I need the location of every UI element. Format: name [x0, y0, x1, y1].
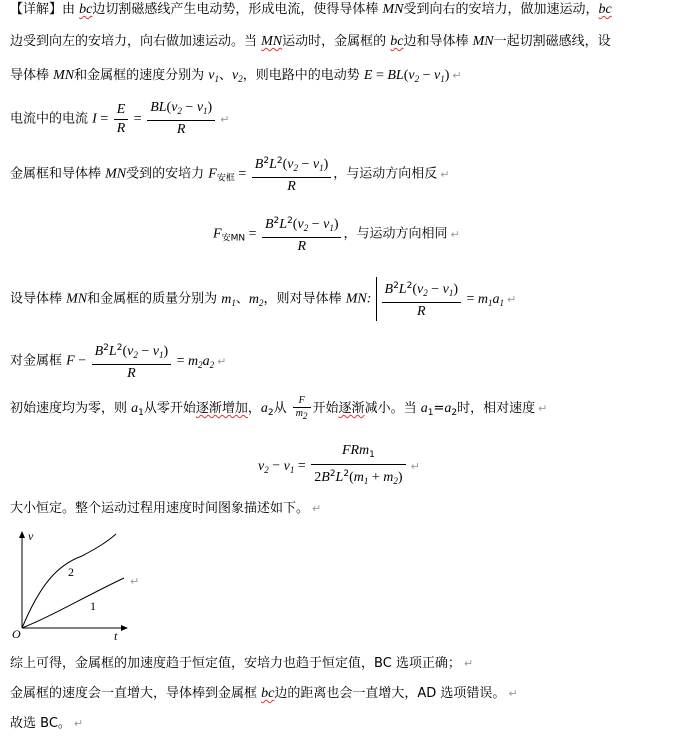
- formula-force: F: [208, 166, 217, 182]
- fraction-force: $\frac{B^2L^2(v_2 - v_1)}{R}$: [382, 277, 462, 321]
- formula-force: F: [213, 226, 222, 242]
- bc-term: bc: [598, 2, 612, 17]
- var: $m_1$: [221, 291, 236, 308]
- op: =: [173, 353, 189, 369]
- formula-emf: E: [363, 68, 373, 83]
- bc-term: bc: [390, 34, 404, 49]
- paren: (: [403, 68, 409, 83]
- relative-velocity-formula: $v_2 - v_1$ = $\frac{FRm_1}{2B^2L^2(m_1 + m_2)}$ ↵: [258, 442, 420, 490]
- text: ，与运动方向相同: [343, 226, 448, 242]
- bc-term: bc: [261, 686, 275, 701]
- mn-term: MN: [105, 166, 127, 182]
- subscript: 安MN: [221, 233, 246, 244]
- text: ，与运动方向相反: [333, 166, 438, 182]
- x-axis-label: t: [114, 629, 118, 643]
- text: 金属框和导体棒: [10, 166, 106, 182]
- var: $v_2$: [408, 68, 420, 84]
- para-line-6: [213, 212, 460, 256]
- rod-equation: $\frac{B^2L^2(v_2 - v_1)}{R}$ = $m_1a_1$: [376, 277, 505, 321]
- para-line-4: [10, 99, 229, 139]
- mn-term: MN:: [345, 291, 372, 307]
- text: 和金属框的质量分别为: [87, 291, 222, 307]
- y-axis-label: v: [28, 530, 34, 543]
- text: 减小。当: [364, 401, 421, 416]
- para-line-12: [10, 684, 518, 704]
- text: 对金属框: [10, 353, 67, 369]
- var: a: [131, 401, 139, 416]
- text: 受到向右的安培力，做加速运动，: [403, 2, 599, 17]
- detail-bracket: 【详解】: [10, 2, 63, 17]
- text: 导体棒: [10, 68, 54, 83]
- var: F: [66, 353, 75, 369]
- text: 运动时，金属框的: [282, 34, 391, 49]
- paragraph-mark: ↵: [538, 402, 548, 415]
- formula-velocities: $v_1$: [208, 68, 219, 84]
- paren: ): [444, 68, 450, 83]
- paragraph-mark: ↵: [312, 502, 322, 515]
- fraction-force: $\frac{B^2L^2(v_2 - v_1)}{R}$: [262, 212, 342, 256]
- paragraph-mark: ↵: [450, 227, 460, 241]
- separator: 、: [219, 68, 233, 83]
- text: 边和导体棒: [403, 34, 473, 49]
- op: =: [130, 111, 146, 127]
- op: =: [245, 226, 260, 242]
- para-line-11: [10, 654, 473, 674]
- formula-v2: $v_2$: [232, 68, 243, 84]
- curve-1-label: 1: [90, 599, 96, 613]
- text: 逐渐: [338, 401, 365, 416]
- fraction-force: $\frac{B^2L^2(v_2 - v_1)}{R}$: [92, 339, 172, 383]
- paragraph-mark: ↵: [220, 112, 230, 126]
- text: 开始: [312, 401, 339, 416]
- paragraph-mark: ↵: [440, 167, 450, 181]
- text: ，则对导体棒: [263, 291, 346, 307]
- para-line-2: [10, 32, 611, 52]
- mn-term: MN: [382, 2, 404, 17]
- paragraph-mark: ↵: [452, 69, 462, 82]
- text: 边的距离也会一直增大，AD 选项错误。: [274, 686, 506, 701]
- fraction-e-over-r: $\frac{E}{R}$: [114, 101, 129, 138]
- var: $m_2$: [248, 291, 264, 308]
- para-line-7: [10, 277, 516, 321]
- para-line-10: [10, 499, 321, 519]
- para-line-9: 初始速度均为零，则 $a_1$从零开始逐渐增加，$a_2$从 $\frac{F}{m2}$ 开始逐渐减小。当 $a_1=a_2$时，相对速度 ↵: [10, 395, 548, 421]
- velocity-time-graph: [12, 530, 172, 645]
- text: 初始速度均为零，则: [10, 401, 132, 416]
- op: =: [372, 68, 388, 83]
- var: a: [260, 401, 268, 416]
- para-line-3: [10, 66, 462, 89]
- curve-1: [22, 578, 124, 628]
- paragraph-mark: ↵: [410, 459, 420, 473]
- text: 由: [62, 2, 80, 17]
- para-line-1: [10, 0, 612, 20]
- curve-2-label: 2: [68, 565, 74, 579]
- text: 和金属框的速度分别为: [74, 68, 209, 83]
- para-line-8: [10, 339, 226, 383]
- mn-term: MN: [472, 34, 494, 49]
- var: $m_2a_2$: [188, 353, 215, 370]
- curve-2: [22, 534, 116, 628]
- var: $v_1$: [433, 68, 445, 84]
- text: 一起切割磁感线，设: [493, 34, 611, 49]
- text: 设导体棒: [10, 291, 67, 307]
- paragraph-mark: ↵: [463, 657, 474, 670]
- text: 逐渐增加: [195, 401, 248, 416]
- text: 边受到向左的安培力，向右做加速运动。当: [10, 34, 262, 49]
- op: =: [234, 166, 250, 182]
- subscript: 安框: [216, 173, 235, 184]
- text: 电流中的电流: [10, 111, 93, 127]
- var: a: [420, 401, 428, 416]
- formula-current: I: [92, 111, 97, 127]
- mn-term: MN: [261, 34, 283, 49]
- paragraph-mark: ↵: [507, 292, 517, 306]
- y-axis-arrow: [19, 531, 25, 538]
- paragraph-mark: ↵: [217, 354, 227, 368]
- text: 大小恒定。整个运动过程用速度时间图象描述如下。: [10, 501, 310, 516]
- mn-term: MN: [53, 68, 75, 83]
- text: 金属框的速度会一直增大，导体棒到金属框: [10, 686, 262, 701]
- var: a: [444, 401, 452, 416]
- text: 故选 BC。: [10, 716, 71, 731]
- text: 时，相对速度: [457, 401, 536, 416]
- paragraph-mark: ↵: [508, 687, 518, 700]
- text: 边切割磁感线产生电动势，形成电流，使得导体棒: [92, 2, 383, 17]
- origin-label: O: [12, 627, 21, 641]
- mn-term: MN: [66, 291, 88, 307]
- op: =: [96, 111, 112, 127]
- op: −: [74, 353, 90, 369]
- text: ，则电路中的电动势: [242, 68, 364, 83]
- x-axis-arrow: [121, 625, 128, 631]
- formula-emf-rhs: BL: [387, 68, 404, 83]
- text: ，: [247, 401, 261, 416]
- paragraph-mark: ↵: [73, 717, 84, 730]
- fraction-blv-over-r: $\frac{BL(v_2 - v_1)}{R}$: [147, 99, 215, 139]
- op: =: [433, 401, 445, 416]
- para-line-5: [10, 152, 450, 196]
- bc-term: bc: [79, 2, 93, 17]
- fraction-f-over-m2: $\frac{F}{m2}$: [293, 395, 311, 422]
- fraction-force: $\frac{B^2L^2(v_2 - v_1)}{R}$: [252, 152, 332, 196]
- separator: 、: [235, 291, 249, 307]
- text: 从: [273, 401, 291, 416]
- fraction-relative-velocity: $\frac{FRm_1}{2B^2L^2(m_1 + m_2)}$: [311, 442, 405, 490]
- text: 综上可得，金属框的加速度趋于恒定值，安培力也趋于恒定值，BC 选项正确；: [10, 656, 461, 671]
- text: 受到的安培力: [126, 166, 209, 182]
- paragraph-mark: ↵: [130, 575, 140, 588]
- text: 从零开始: [143, 401, 196, 416]
- op: −: [419, 68, 434, 83]
- para-line-13: [10, 714, 83, 734]
